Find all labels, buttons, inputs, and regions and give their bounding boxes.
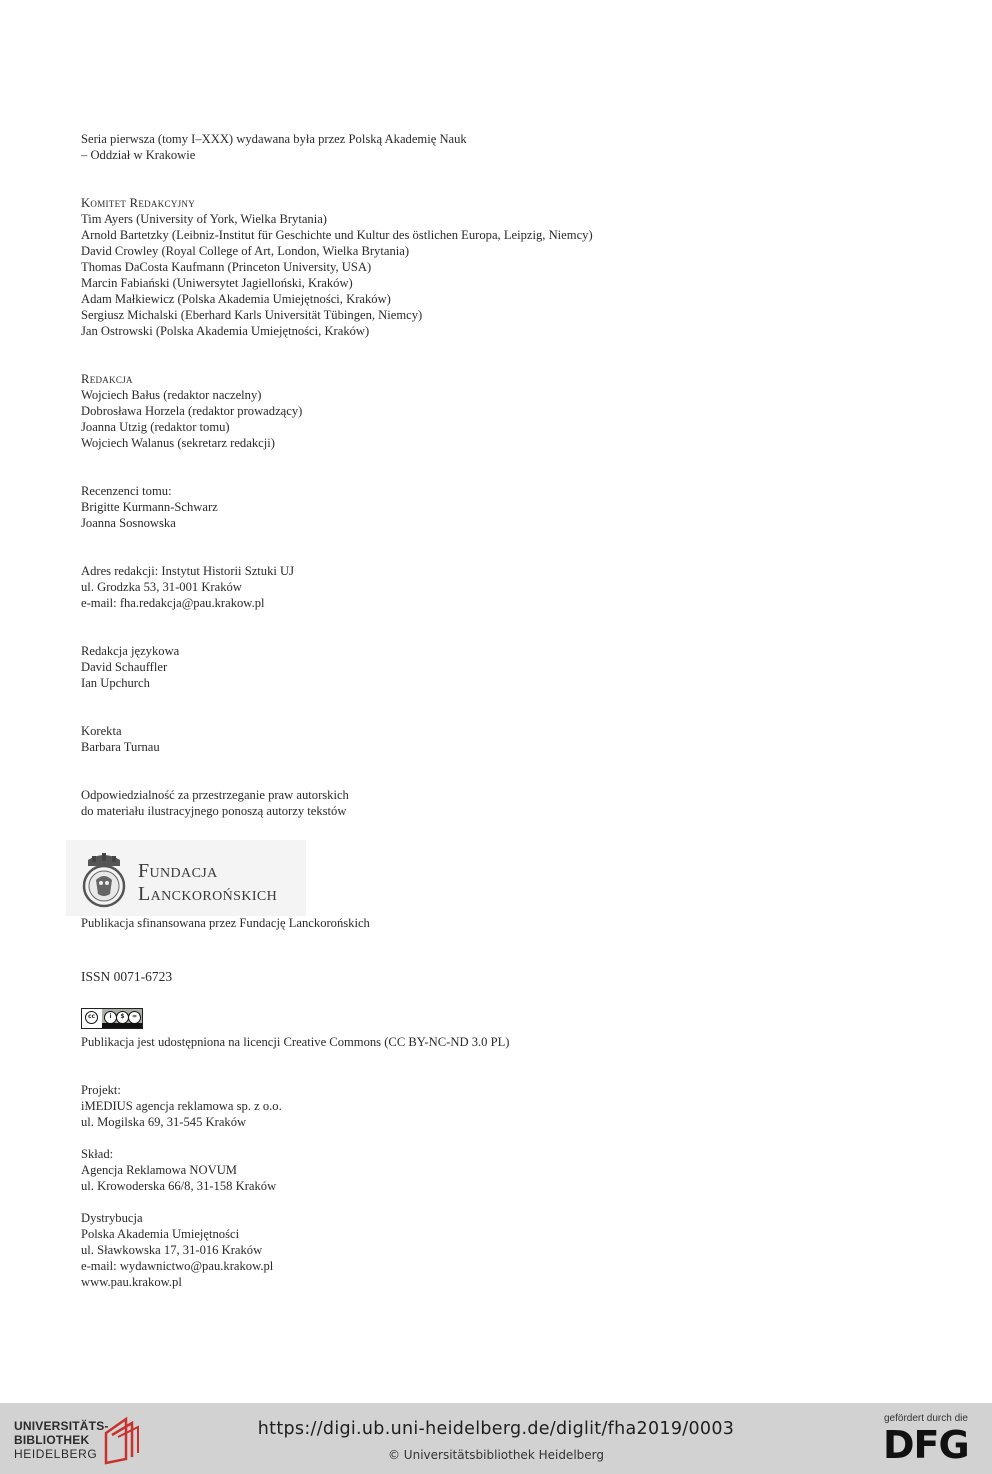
foundation-logo [66, 840, 306, 916]
editorial-member: Dobrosława Horzela (redaktor prowadzący) [81, 404, 303, 418]
library-name[interactable]: UNIVERSITÄTS- BIBLIOTHEK HEIDELBERG [14, 1419, 109, 1461]
reviewer: Brigitte Kurmann-Schwarz [81, 500, 218, 514]
editorial-member: Wojciech Walanus (sekretarz redakcji) [81, 436, 275, 450]
language-editor: Ian Upchurch [81, 676, 150, 690]
committee-member: Jan Ostrowski (Polska Akademia Umiejętności, Kraków) [81, 324, 370, 338]
typesetting-credits: Skład: Agencja Reklamowa NOVUM ul. Krowoderska 66/8, 31-158 Kraków [81, 1147, 277, 1193]
distribution-email: e-mail: wydawnictwo@pau.krakow.pl [81, 1259, 274, 1273]
issn: ISSN 0071-6723 [81, 969, 173, 984]
license-note: Publikacja jest udostępniona na licencji Creative Commons (CC BY-NC-ND 3.0 PL) [81, 1035, 510, 1049]
committee-member: David Crowley (Royal College of Art, London, Wielka Brytania) [81, 244, 410, 258]
foundation-name-line2: Lanckorońskich [138, 883, 278, 905]
committee-member: Arnold Bartetzky (Leibniz-Institut für Geschichte und Kultur des östlichen Europa, Leipzig, Niemcy) [81, 228, 593, 242]
committee-member: Marcin Fabiański (Uniwersytet Jagielloński, Kraków) [81, 276, 353, 290]
distribution: Dystrybucja Polska Akademia Umiejętności ul. Sławkowska 17, 31-016 Kraków e-mail: wydawnictwo@pau.krakow.pl www.pau.krakow.pl [81, 1211, 274, 1289]
editorial-heading: Redakcja [81, 372, 133, 386]
design-heading: Projekt: [81, 1083, 121, 1097]
nd-icon: = [128, 1011, 141, 1024]
editorial-committee [81, 195, 593, 339]
editorial-member: Wojciech Bałus (redaktor naczelny) [81, 388, 262, 402]
typesetting-heading: Skład: [81, 1147, 114, 1161]
editorial-board [81, 371, 302, 451]
dfg-caption: gefördert durch die [884, 1413, 968, 1424]
permalink-url[interactable]: https://digi.ub.uni-heidelberg.de/diglit/fha2019/0003 [257, 1419, 735, 1439]
funding-note: Publikacja sfinansowana przez Fundację Lanckorońskich [81, 916, 370, 930]
reviewers [81, 483, 218, 531]
committee-member: Sergiusz Michalski (Eberhard Karls Universität Tübingen, Niemcy) [81, 308, 423, 322]
distribution-website: www.pau.krakow.pl [81, 1275, 182, 1289]
proofreading [81, 723, 160, 755]
reviewers-heading: Recenzenci tomu: [81, 484, 172, 498]
committee-heading: Komitet Redakcyjny [81, 196, 196, 210]
proofreader: Barbara Turnau [81, 740, 160, 754]
coat-of-arms-icon [80, 852, 128, 910]
editorial-email: e-mail: fha.redakcja@pau.krakow.pl [81, 596, 265, 610]
language-editing [81, 643, 179, 691]
dfg-logo[interactable]: DFG [883, 1423, 969, 1467]
reviewer: Joanna Sosnowska [81, 516, 176, 530]
foundation-name-line1: Fundacja [138, 860, 218, 882]
library-copyright: © Universitätsbibliothek Heidelberg [387, 1448, 604, 1462]
language-editing-heading: Redakcja językowa [81, 644, 180, 658]
committee-member: Tim Ayers (University of York, Wielka Brytania) [81, 212, 328, 226]
editorial-address: Adres redakcji: Instytut Historii Sztuki UJ ul. Grodzka 53, 31-001 Kraków e-mail: fha.redakcja@pau.krakow.pl [81, 564, 295, 610]
digitization-footer [0, 1403, 992, 1474]
distribution-heading: Dystrybucja [81, 1211, 143, 1225]
design-credits: Projekt: iMEDIUS agencja reklamowa sp. z o.o. ul. Mogilska 69, 31-545 Kraków [81, 1083, 282, 1129]
copyright-note: Odpowiedzialność za przestrzeganie praw autorskich do materiału ilustracyjnego ponoszą autorzy tekstów [81, 788, 349, 818]
creative-commons-badge[interactable] [81, 1008, 143, 1029]
committee-member: Adam Małkiewicz (Polska Akademia Umiejętności, Kraków) [81, 292, 391, 306]
series-note: Seria pierwsza (tomy I–XXX) wydawana była przez Polską Akademię Nauk – Oddział w Krakowie [81, 132, 467, 162]
editorial-member: Joanna Utzig (redaktor tomu) [81, 420, 230, 434]
language-editor: David Schauffler [81, 660, 168, 674]
nc-icon: $ [116, 1011, 129, 1024]
by-icon: i [104, 1011, 117, 1024]
proofreading-heading: Korekta [81, 724, 122, 738]
committee-member: Thomas DaCosta Kaufmann (Princeton University, USA) [81, 260, 372, 274]
cc-icon: cc [85, 1011, 98, 1024]
